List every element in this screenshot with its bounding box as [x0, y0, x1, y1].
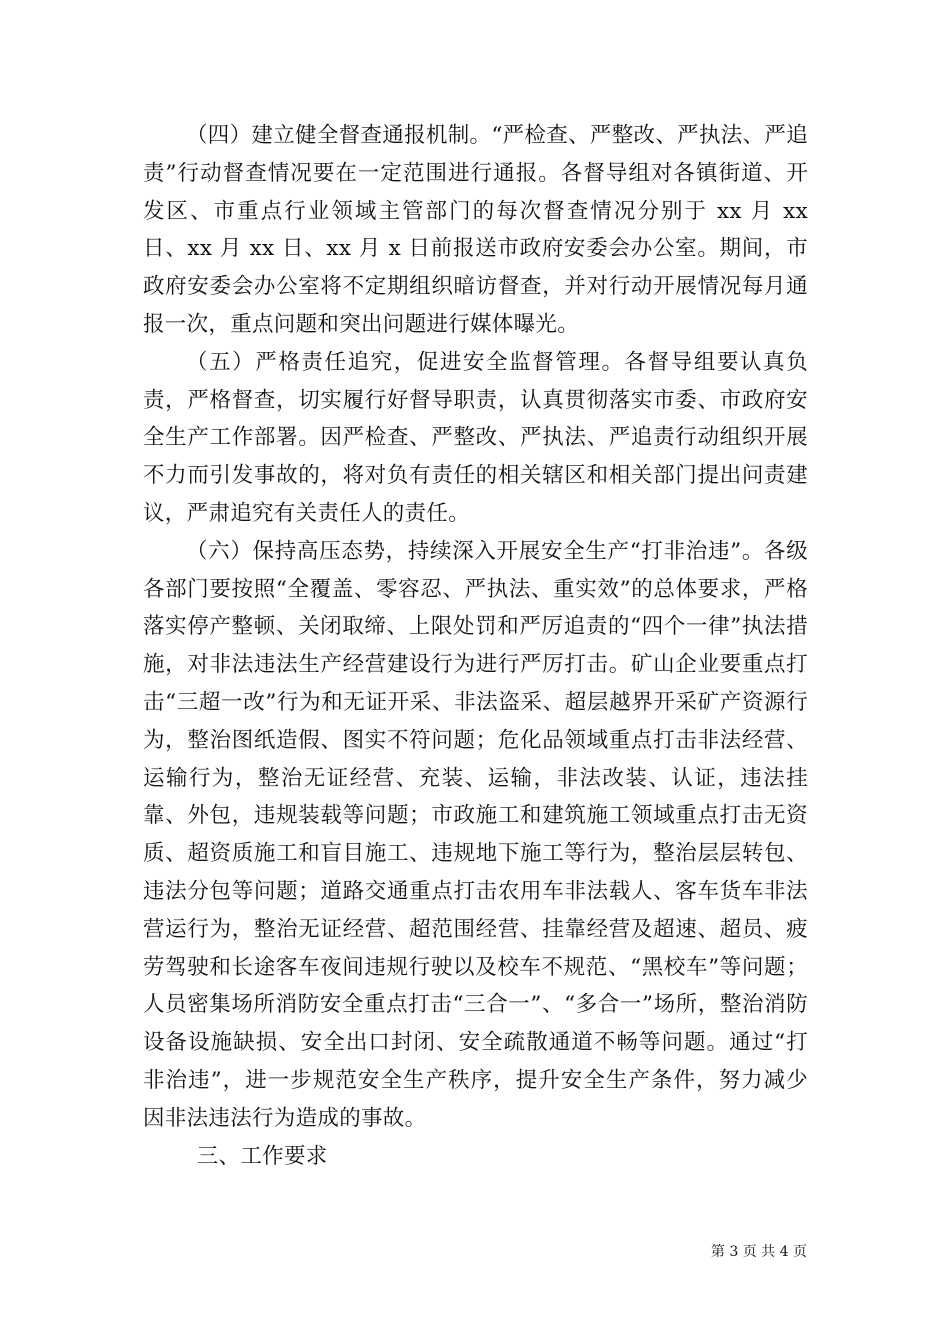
section-heading: 三、工作要求	[196, 1143, 328, 1169]
paragraph-supervision-report: （四）建立健全督查通报机制。“严检查、严整改、严执法、严追责”行动督查情况要在一定范围进行通报。各督导组对各镇街道、开发区、市重点行业领域主管部门的每次督查情况分别于 xx 月 xx 日、xx 月 xx 日、xx 月 x 日前报送市政府安委会办公室。期间，市政府安委会办公室将不定期组织暗访督查，并对行动开展情况每月通报一次，重点问题和突出问题进行媒体曝光。	[143, 123, 808, 337]
page-number: 第 3 页 共 4 页	[710, 1244, 807, 1260]
paragraph-accountability: （五）严格责任追究，促进安全监督管理。各督导组要认真负责，严格督查，切实履行好督导职责，认真贯彻落实市委、市政府安全生产工作部署。因严检查、严整改、严执法、严追责行动组织开展不力而引发事故的，将对负有责任的相关辖区和相关部门提出问责建议，严肃追究有关责任人的责任。	[143, 349, 808, 526]
paragraph-crackdown: （六）保持高压态势，持续深入开展安全生产“打非治违”。各级各部门要按照“全覆盖、零容忍、严执法、重实效”的总体要求，严格落实停产整顿、关闭取缔、上限处罚和严厉追责的“四个一律”执法措施，对非法违法生产经营建设行为进行严厉打击。矿山企业要重点打击“三超一改”行为和无证开采、非法盗采、超层越界开采矿产资源行为，整治图纸造假、图实不符问题；危化品领域重点打击非法经营、运输行为，整治无证经营、充装、运输，非法改装、认证，违法挂靠、外包，违规装载等问题；市政施工和建筑施工领域重点打击无资质、超资质施工和盲目施工、违规地下施工等行为，整治层层转包、违法分包等问题；道路交通重点打击农用车非法载人、客车货车非法营运行为，整治无证经营、超范围经营、挂靠经营及超速、超员、疲劳驾驶和长途客车夜间违规行驶以及校车不规范、“黑校车”等问题；人员密集场所消防安全重点打击“三合一”、“多合一”场所，整治消防设备设施缺损、安全出口封闭、安全疏散通道不畅等问题。通过“打非治违”，进一步规范安全生产秩序，提升安全生产条件，努力减少因非法违法行为造成的事故。	[143, 538, 808, 1131]
document-body	[143, 117, 808, 1175]
